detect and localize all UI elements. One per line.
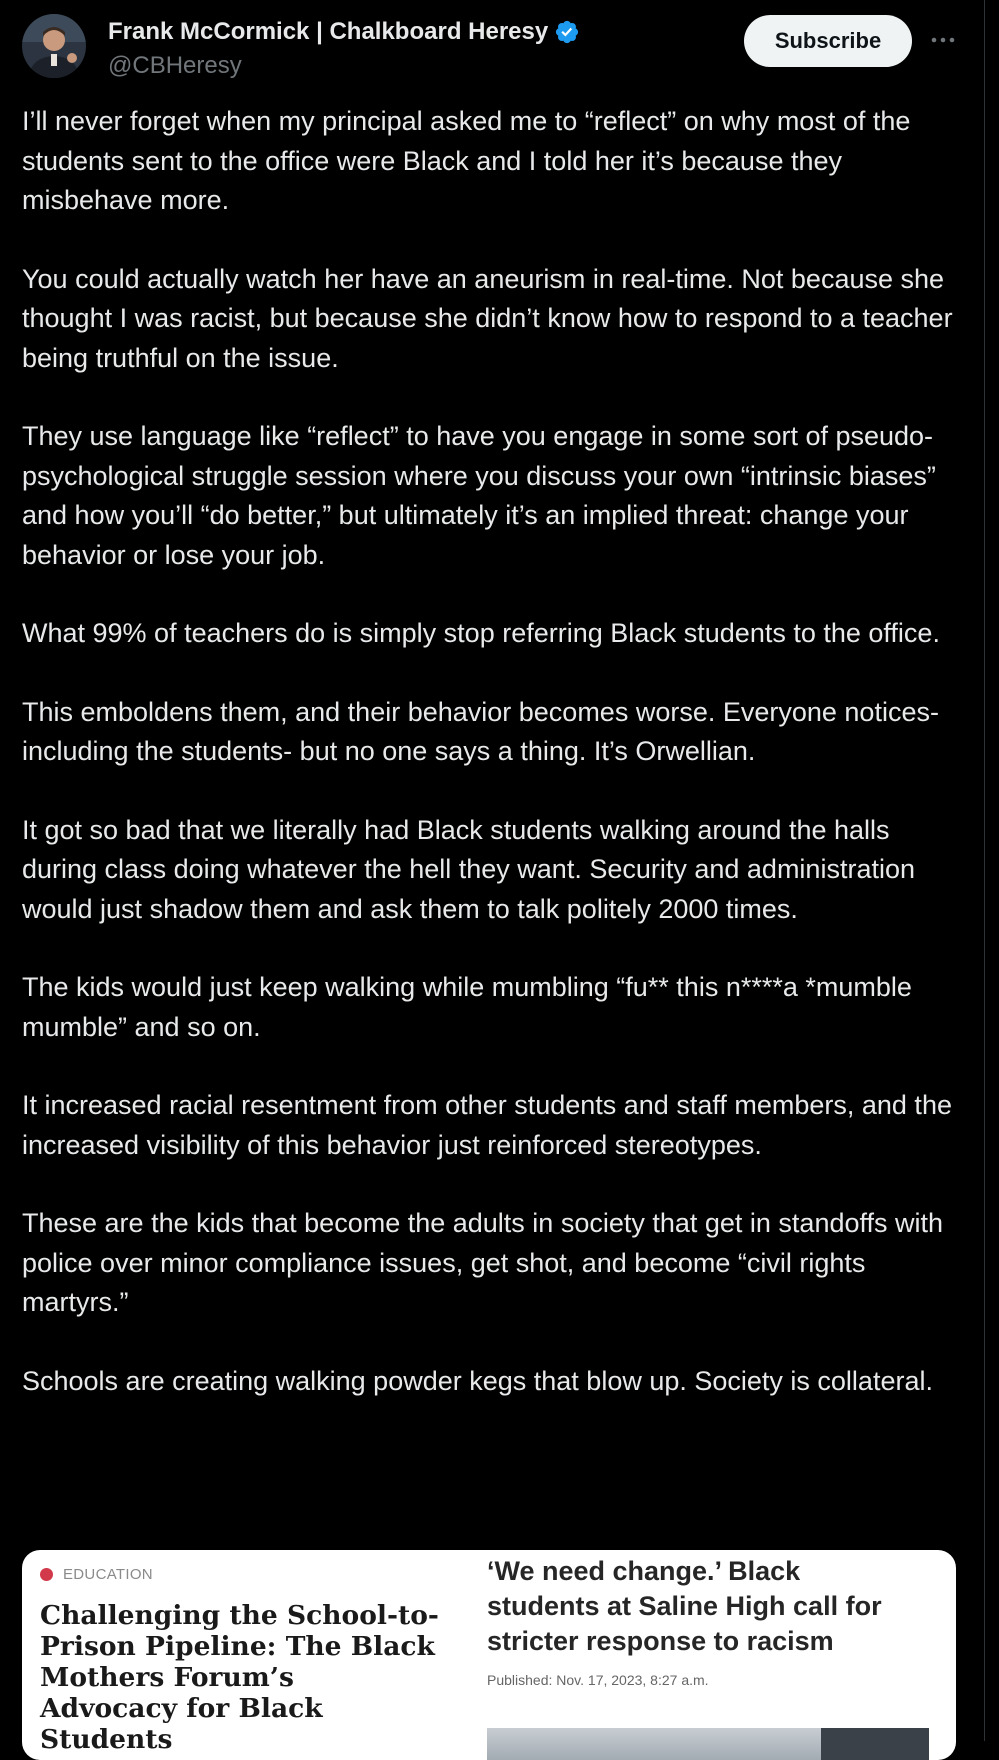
article-panel-right[interactable] <box>467 1550 947 1760</box>
post-paragraph: The kids would just keep walking while mumbling “fu** this n****a *mumble mumble” and so on. <box>22 972 912 1042</box>
post-paragraph: I’ll never forget when my principal asked me to “reflect” on why most of the students sent to the office were Black and I told her it’s because they misbehave more. <box>22 106 911 215</box>
avatar-photo-icon <box>22 14 86 78</box>
category-dot-icon <box>40 1568 53 1581</box>
post-paragraph: These are the kids that become the adults in society that get in standoffs with police over minor compliance issues, get shot, and become “civil rights martyrs.” <box>22 1208 944 1317</box>
article-photo <box>487 1728 929 1760</box>
post-header <box>22 14 972 84</box>
column-border <box>984 0 985 1741</box>
article-category <box>40 1566 153 1583</box>
more-options-icon[interactable] <box>928 28 958 52</box>
verified-badge-icon[interactable] <box>554 19 580 45</box>
article-panel-left[interactable] <box>22 1550 462 1760</box>
post-paragraph: What 99% of teachers do is simply stop referring Black students to the office. <box>22 618 940 648</box>
post-paragraph: This emboldens them, and their behavior becomes worse. Everyone notices- including the students- but no one says a thing. It’s Orwellian. <box>22 696 939 766</box>
article-published-date: Published: Nov. 17, 2023, 8:27 a.m. <box>487 1672 709 1688</box>
subscribe-button[interactable]: Subscribe <box>744 15 912 67</box>
post-paragraph: Schools are creating walking powder kegs that blow up. Society is collateral. <box>22 1365 933 1396</box>
category-label: EDUCATION <box>63 1566 153 1583</box>
post-paragraph: It increased racial resentment from other students and staff members, and the increased visibility of this behavior just reinforced stereotypes. <box>22 1090 952 1160</box>
article-headline-left: Challenging the School-to-Prison Pipeline: The Black Mothers Forum’s Advocacy for Black Students <box>40 1600 439 1755</box>
media-card[interactable] <box>22 1550 956 1760</box>
author-name-row <box>108 16 580 48</box>
post-text <box>22 102 967 1440</box>
article-headline-right: ‘We need change.’ Black students at Saline High call for stricter response to racism <box>487 1556 882 1656</box>
post-paragraph: They use language like “reflect” to have you engage in some sort of pseudo-psychological struggle session where you discuss your own “intrinsic biases” and how you’ll “do better,” but ultimately it’s an implied threat: change your behavior or lose your job. <box>22 421 936 570</box>
author-avatar[interactable] <box>22 14 86 78</box>
photo-building <box>821 1728 929 1760</box>
post-paragraph: You could actually watch her have an aneurism in real-time. Not because she thought I was racist, but because she didn’t know how to respond to a teacher being truthful on the issue. <box>22 263 953 373</box>
author-display-name[interactable]: Frank McCormick | Chalkboard Heresy <box>108 18 549 45</box>
author-handle[interactable]: @CBHeresy <box>108 52 242 79</box>
post-paragraph: It got so bad that we literally had Black students walking around the halls during class doing whatever the hell they want. Security and administration would just shadow them and ask them to talk politely 2000 times. <box>22 814 915 924</box>
